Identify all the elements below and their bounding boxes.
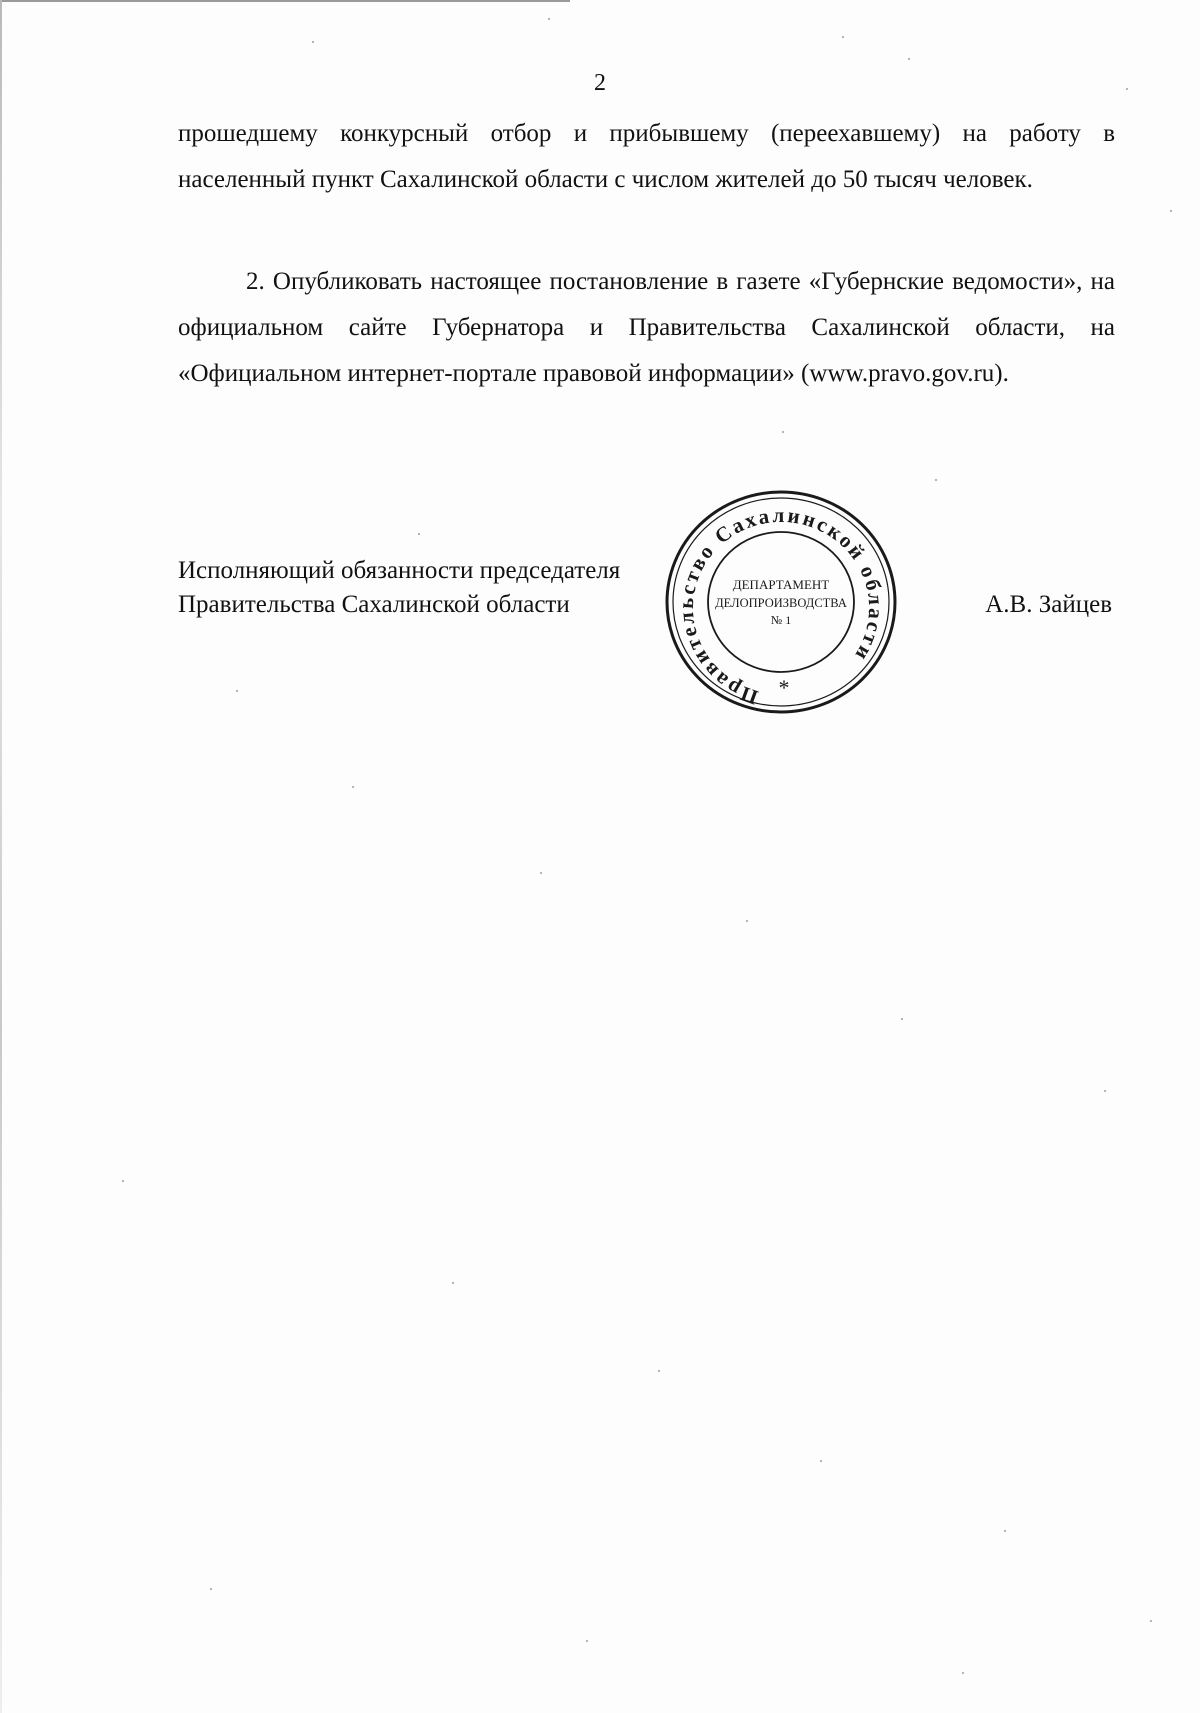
official-seal: [663, 488, 899, 716]
scan-edge-left: [0, 0, 2, 1713]
page-number: 2: [594, 70, 606, 96]
seal-outer-text: Правительство Сахалинской области: [673, 502, 889, 710]
signature-position: [178, 554, 620, 622]
signature-position-line-2: Правительства Сахалинской области: [178, 591, 570, 618]
paragraph-2-text: 2. Опубликовать настоящее постановление в газете «Губернские ведомости», на официальном сайте Губернатора и Правительства Сахалинской области, на «Официальном интернет-портале правовой информации» (www.pravo.gov.ru).: [178, 268, 1115, 387]
seal-center-line-2: ДЕЛОПРОИЗВОДСТВА: [715, 596, 847, 610]
seal-star-mark: *: [778, 675, 790, 700]
seal-center-line-3: № 1: [770, 613, 792, 627]
paragraph-continuation: [178, 111, 1115, 203]
scan-edge-top: [0, 0, 570, 2]
seal-center-line-1: ДЕПАРТАМЕНТ: [732, 577, 830, 592]
signature-position-line-1: Исполняющий обязанности председателя: [178, 557, 621, 584]
paragraph-1-text: прошедшему конкурсный отбор и прибывшему (переехавшему) на работу в населенный пункт Сахалинской области с числом жителей до 50 тысяч человек.: [178, 120, 1115, 193]
paragraph-publication: [178, 259, 1115, 397]
signatory-name: А.В. Зайцев: [985, 591, 1112, 618]
